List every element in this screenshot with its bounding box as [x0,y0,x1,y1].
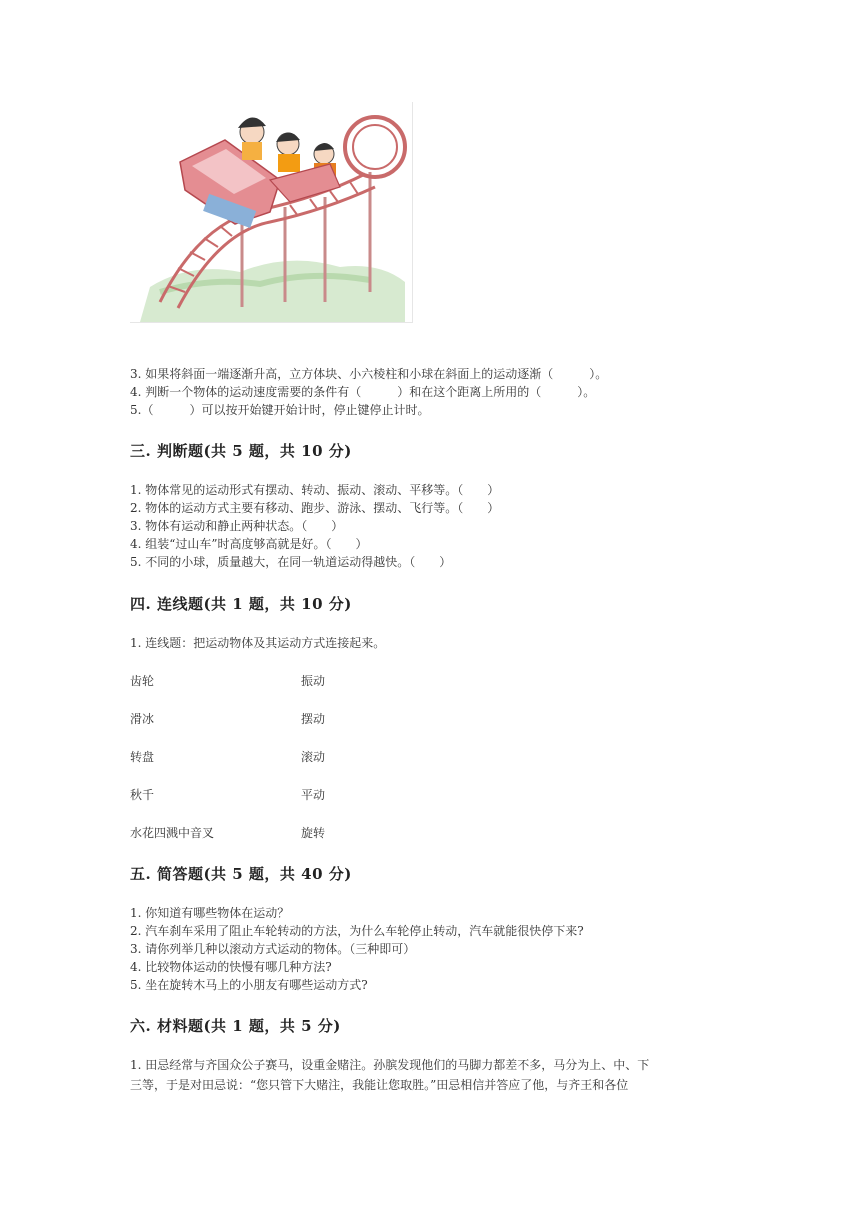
material-text-line-2: 三等，于是对田忌说：“您只管下大赌注，我能让您取胜。”田忌相信并答应了他，与齐王和各位 [130,1078,629,1092]
judge-question-3: 3. 物体有运动和静止两种状态。（ ） [130,519,344,533]
judge-question-5: 5. 不同的小球，质量越大，在同一轨道运动得越快。（ ） [130,555,452,569]
judge-question-1: 1. 物体常见的运动形式有摆动、转动、振动、滚动、平移等。（ ） [130,483,500,497]
fill-blank-question-3: 3. 如果将斜面一端逐渐升高，立方体块、小六棱柱和小球在斜面上的运动逐渐（ ）。 [130,367,608,381]
material-section-heading: 六. 材料题(共 1 题，共 5 分) [130,1017,341,1035]
short-answer-question-4: 4. 比较物体运动的快慢有哪几种方法? [130,960,332,974]
matching-section-heading: 四. 连线题(共 1 题，共 10 分) [130,595,352,613]
short-answer-section-heading: 五. 简答题(共 5 题，共 40 分) [130,865,352,883]
matching-right-item: 振动 [301,674,326,688]
short-answer-question-3: 3. 请你列举几种以滚动方式运动的物体。（三种即可） [130,942,416,956]
matching-left-item: 滑冰 [130,712,155,726]
matching-right-item: 旋转 [301,826,326,840]
judge-question-2: 2. 物体的运动方式主要有移动、跑步、游泳、摆动、飞行等。（ ） [130,501,500,515]
matching-left-item: 齿轮 [130,674,155,688]
short-answer-question-1: 1. 你知道有哪些物体在运动？ [130,906,290,920]
matching-prompt: 1. 连线题：把运动物体及其运动方式连接起来。 [130,636,386,650]
matching-right-item: 平动 [301,788,326,802]
material-text-line-1: 1. 田忌经常与齐国众公子赛马，设重金赌注。孙膑发现他们的马脚力都差不多，马分为上、中、下 [130,1058,650,1072]
short-answer-question-2: 2. 汽车刹车采用了阻止车轮转动的方法，为什么车轮停止转动，汽车就能很快停下来? [130,924,584,938]
roller-coaster-illustration [130,102,413,323]
fill-blank-question-4: 4. 判断一个物体的运动速度需要的条件有（ ）和在这个距离上所用的（ ）。 [130,385,596,399]
matching-left-item: 转盘 [130,750,155,764]
matching-left-item: 秋千 [130,788,155,802]
matching-right-item: 滚动 [301,750,326,764]
matching-right-item: 摆动 [301,712,326,726]
judge-question-4: 4. 组装“过山车”时高度够高就是好。（ ） [130,537,368,551]
judge-section-heading: 三. 判断题(共 5 题，共 10 分) [130,442,352,460]
matching-left-item: 水花四溅中音叉 [130,826,215,840]
short-answer-question-5: 5. 坐在旋转木马上的小朋友有哪些运动方式? [130,978,368,992]
fill-blank-question-5: 5.（ ）可以按开始键开始计时，停止键停止计时。 [130,403,430,417]
